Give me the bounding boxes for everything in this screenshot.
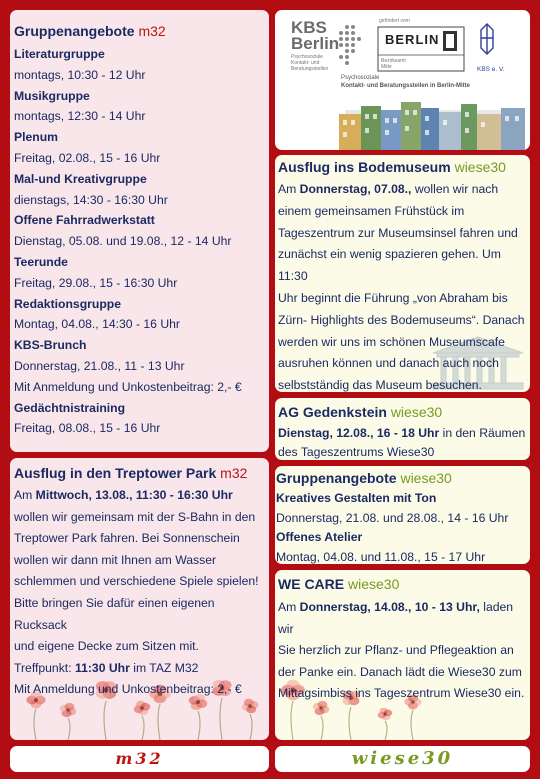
treptow-card xyxy=(10,458,269,740)
group-name: Offene Fahrradwerkstatt xyxy=(14,213,155,228)
wecare-title: WE CARE wiese30 xyxy=(278,576,400,592)
footer-m32: m32 xyxy=(10,746,269,772)
group-time: Freitag, 08.08., 15 - 16 Uhr xyxy=(14,421,161,436)
treptow-title: Ausflug in den Treptower Park m32 xyxy=(14,465,248,481)
group-time: Dienstag, 05.08. und 19.08., 12 - 14 Uhr xyxy=(14,234,232,249)
berlin-logo-text: BERLIN xyxy=(385,32,440,47)
bodemuseum-card xyxy=(275,155,530,392)
group-time: montags, 12:30 - 14 Uhr xyxy=(14,109,146,124)
group-name: Teerunde xyxy=(14,254,68,269)
wiese-group-name: Kreatives Gestalten mit Ton xyxy=(276,491,437,505)
bodemuseum-text: Am Donnerstag, 07.08., wollen wir nach einem gemeinsamen Frühstück im Tageszentrum zur Museumsinsel fahren und zunächst ein wenig spazieren gehen. Um 11:30 Uhr beginnt die Führung „von Abraham bis Zürn- Highlights des Bodemuseums“. Danach werden wir uns im schönen Museumscafe ausruhen können und danach auch noch selbstständig das Museum besuchen. xyxy=(278,182,525,392)
wecare-text: Am Donnerstag, 14.08., 10 - 13 Uhr, laden wir Sie herzlich zur Pflanz- und Pflegeaktion an der Panke ein. Danach lädt die Wiese30 zum Mittagsimbiss ins Tageszentrum Wiese30 ein. xyxy=(278,600,525,701)
gedenkstein-card xyxy=(275,398,530,460)
m32-groups-card xyxy=(10,10,269,452)
group-time: Freitag, 02.08., 15 - 16 Uhr xyxy=(14,150,161,165)
treptow-meeting: Treffpunkt: 11:30 Uhr im TAZ M32 xyxy=(14,660,199,675)
group-name: Mal-und Kreativgruppe xyxy=(14,171,147,186)
wiese-group-time: Donnerstag, 21.08. und 28.08., 14 - 16 Uhr xyxy=(276,510,509,525)
wecare-card xyxy=(275,570,530,740)
group-name: Gedächtnistraining xyxy=(14,400,126,415)
m32-tag: m32 xyxy=(138,23,166,39)
logo-caption: Psychosoziale Kontakt- und Beratungsstellen in Berlin-Mitte xyxy=(341,75,471,89)
group-name: Literaturgruppe xyxy=(14,47,105,61)
group-time: Donnerstag, 21.08., 11 - 13 Uhr xyxy=(14,358,185,373)
footer-wiese30: wiese30 xyxy=(275,746,530,772)
kbs-ev-label: KBS e. V. xyxy=(477,66,505,73)
group-name: Redaktionsgruppe xyxy=(14,296,121,311)
group-time: dienstags, 14:30 - 16:30 Uhr xyxy=(14,192,168,207)
group-note: Mit Anmeldung und Unkostenbeitrag: 2,- € xyxy=(14,379,242,394)
group-name: Plenum xyxy=(14,130,59,145)
logo-card xyxy=(275,10,530,150)
gedenkstein-text: Dienstag, 12.08., 16 - 18 Uhr in den Räumen des Tageszentrums Wiese30 xyxy=(278,426,526,459)
treptow-text: Am Mittwoch, 13.08., 11:30 - 16:30 Uhr wollen wir gemeinsam mit der S-Bahn in den Treptower Park fahren. Bei Sonnenschein wollen wir dann mit Ihnen am Wasser schlemmen und verschiedene Spiele spielen! Bitte bringen Sie dafür einen eigenen Rucksack und eigene Decke zum Sitzen mit. Treffpunkt: 11:30 Uhr im TAZ M32 Mit Anmeldung und Unkostenbeitrag: 2,- € xyxy=(14,485,267,701)
group-time: montags, 10:30 - 12 Uhr xyxy=(14,67,146,82)
group-time: Montag, 04.08., 14:30 - 16 Uhr xyxy=(14,317,180,332)
m32-groups-list xyxy=(14,44,265,439)
kbs-logo-subtitle: Psychosoziale Kontakt- und Beratungsstellen xyxy=(291,54,329,72)
treptow-note: Mit Anmeldung und Unkostenbeitrag: 2,- € xyxy=(14,682,242,697)
wiese-group-time: Montag, 04.08. und 11.08., 15 - 17 Uhr xyxy=(276,549,486,564)
wiese-groups-card xyxy=(275,466,530,564)
bodemuseum-title: Ausflug ins Bodemuseum wiese30 xyxy=(278,159,506,175)
kbs-logo-text: KBS Berlin xyxy=(291,18,340,53)
group-name: Musikgruppe xyxy=(14,88,90,103)
gedenkstein-title: AG Gedenkstein wiese30 xyxy=(278,404,443,420)
m32-groups-title: Gruppenangebote m32 xyxy=(14,23,166,39)
group-name: KBS-Brunch xyxy=(14,338,87,353)
gefoerdert-label: gefördert vom xyxy=(379,18,410,24)
bezirksamt-label: Bezirksamt Mitte xyxy=(381,58,406,70)
wiese-group-name: Offenes Atelier xyxy=(276,530,363,544)
wiese-groups-title: Gruppenangebote wiese30 xyxy=(276,470,452,486)
group-time: Freitag, 29.08., 15 - 16:30 Uhr xyxy=(14,275,178,290)
